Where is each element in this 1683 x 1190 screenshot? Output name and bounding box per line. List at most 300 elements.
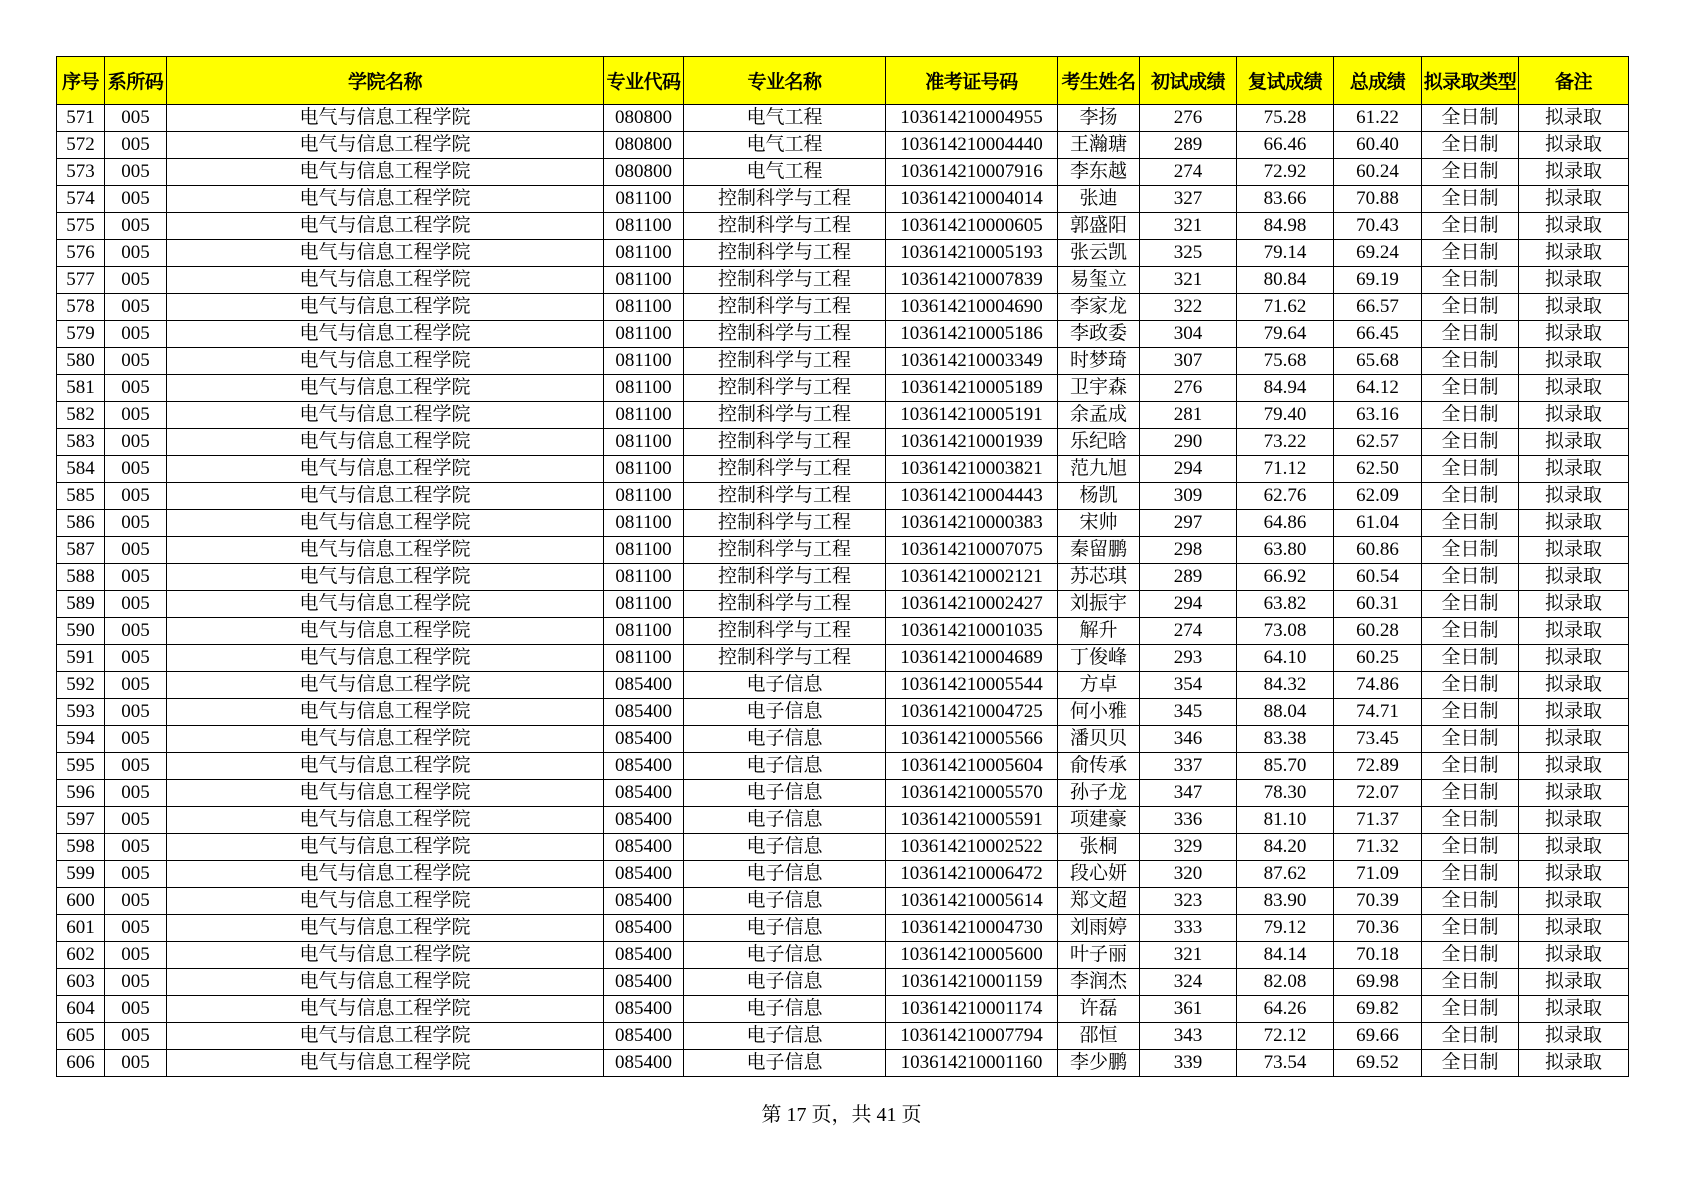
- cell-col-dept-code: 005: [105, 915, 167, 942]
- cell-col-student-name: 刘雨婷: [1058, 915, 1140, 942]
- cell-col-remark: 拟录取: [1519, 375, 1629, 402]
- cell-col-remark: 拟录取: [1519, 618, 1629, 645]
- cell-col-index: 585: [57, 483, 105, 510]
- cell-col-student-name: 李家龙: [1058, 294, 1140, 321]
- cell-col-exam-id: 103614210004014: [886, 186, 1058, 213]
- cell-col-student-name: 苏芯琪: [1058, 564, 1140, 591]
- cell-col-college-name: 电气与信息工程学院: [167, 807, 604, 834]
- header-row: [57, 57, 1629, 105]
- cell-col-college-name: 电气与信息工程学院: [167, 402, 604, 429]
- cell-col-total-score: 70.36: [1334, 915, 1422, 942]
- cell-col-exam-id: 103614210002427: [886, 591, 1058, 618]
- cell-col-admission-type: 全日制: [1422, 1050, 1519, 1077]
- table-row: [57, 672, 1629, 699]
- cell-col-retest-score: 71.62: [1237, 294, 1334, 321]
- cell-col-prelim-score: 309: [1140, 483, 1237, 510]
- cell-col-admission-type: 全日制: [1422, 483, 1519, 510]
- cell-col-prelim-score: 276: [1140, 105, 1237, 132]
- cell-col-retest-score: 84.20: [1237, 834, 1334, 861]
- cell-col-college-name: 电气与信息工程学院: [167, 483, 604, 510]
- cell-col-student-name: 解升: [1058, 618, 1140, 645]
- cell-col-dept-code: 005: [105, 996, 167, 1023]
- cell-col-total-score: 69.98: [1334, 969, 1422, 996]
- cell-col-retest-score: 85.70: [1237, 753, 1334, 780]
- cell-col-index: 579: [57, 321, 105, 348]
- cell-col-major-code: 081100: [604, 429, 684, 456]
- cell-col-major-name: 电子信息: [684, 1023, 886, 1050]
- cell-col-college-name: 电气与信息工程学院: [167, 564, 604, 591]
- cell-col-prelim-score: 320: [1140, 861, 1237, 888]
- cell-col-total-score: 63.16: [1334, 402, 1422, 429]
- cell-col-student-name: 丁俊峰: [1058, 645, 1140, 672]
- cell-col-prelim-score: 274: [1140, 618, 1237, 645]
- cell-col-index: 604: [57, 996, 105, 1023]
- cell-col-prelim-score: 345: [1140, 699, 1237, 726]
- cell-col-total-score: 71.32: [1334, 834, 1422, 861]
- cell-col-exam-id: 103614210004690: [886, 294, 1058, 321]
- cell-col-college-name: 电气与信息工程学院: [167, 294, 604, 321]
- cell-col-student-name: 杨凯: [1058, 483, 1140, 510]
- cell-col-admission-type: 全日制: [1422, 213, 1519, 240]
- cell-col-college-name: 电气与信息工程学院: [167, 132, 604, 159]
- cell-col-college-name: 电气与信息工程学院: [167, 429, 604, 456]
- cell-col-total-score: 60.31: [1334, 591, 1422, 618]
- cell-col-college-name: 电气与信息工程学院: [167, 996, 604, 1023]
- table-row: [57, 213, 1629, 240]
- cell-col-dept-code: 005: [105, 780, 167, 807]
- cell-col-major-code: 081100: [604, 510, 684, 537]
- table-row: [57, 969, 1629, 996]
- cell-col-exam-id: 103614210002522: [886, 834, 1058, 861]
- cell-col-total-score: 60.28: [1334, 618, 1422, 645]
- cell-col-admission-type: 全日制: [1422, 780, 1519, 807]
- cell-col-retest-score: 73.08: [1237, 618, 1334, 645]
- table-row: [57, 483, 1629, 510]
- cell-col-exam-id: 103614210006472: [886, 861, 1058, 888]
- cell-col-student-name: 秦留鹏: [1058, 537, 1140, 564]
- cell-col-college-name: 电气与信息工程学院: [167, 780, 604, 807]
- header-col-major-name: 专业名称: [684, 57, 886, 105]
- cell-col-admission-type: 全日制: [1422, 969, 1519, 996]
- cell-col-admission-type: 全日制: [1422, 861, 1519, 888]
- cell-col-major-name: 控制科学与工程: [684, 645, 886, 672]
- cell-col-index: 584: [57, 456, 105, 483]
- cell-col-college-name: 电气与信息工程学院: [167, 348, 604, 375]
- cell-col-admission-type: 全日制: [1422, 105, 1519, 132]
- cell-col-admission-type: 全日制: [1422, 699, 1519, 726]
- table-row: [57, 1050, 1629, 1077]
- table-row: [57, 375, 1629, 402]
- cell-col-admission-type: 全日制: [1422, 240, 1519, 267]
- cell-col-college-name: 电气与信息工程学院: [167, 1050, 604, 1077]
- cell-col-remark: 拟录取: [1519, 1050, 1629, 1077]
- table-row: [57, 267, 1629, 294]
- cell-col-index: 592: [57, 672, 105, 699]
- cell-col-exam-id: 103614210005604: [886, 753, 1058, 780]
- cell-col-retest-score: 73.22: [1237, 429, 1334, 456]
- cell-col-major-code: 081100: [604, 348, 684, 375]
- cell-col-retest-score: 83.66: [1237, 186, 1334, 213]
- cell-col-index: 598: [57, 834, 105, 861]
- cell-col-retest-score: 63.80: [1237, 537, 1334, 564]
- cell-col-index: 573: [57, 159, 105, 186]
- cell-col-total-score: 62.50: [1334, 456, 1422, 483]
- cell-col-student-name: 李政委: [1058, 321, 1140, 348]
- cell-col-student-name: 邵恒: [1058, 1023, 1140, 1050]
- table-row: [57, 105, 1629, 132]
- cell-col-total-score: 66.45: [1334, 321, 1422, 348]
- cell-col-dept-code: 005: [105, 456, 167, 483]
- cell-col-dept-code: 005: [105, 429, 167, 456]
- cell-col-total-score: 72.07: [1334, 780, 1422, 807]
- cell-col-retest-score: 73.54: [1237, 1050, 1334, 1077]
- cell-col-student-name: 卫宇森: [1058, 375, 1140, 402]
- cell-col-college-name: 电气与信息工程学院: [167, 240, 604, 267]
- cell-col-major-name: 电子信息: [684, 996, 886, 1023]
- cell-col-major-code: 085400: [604, 969, 684, 996]
- cell-col-admission-type: 全日制: [1422, 186, 1519, 213]
- cell-col-major-code: 081100: [604, 375, 684, 402]
- cell-col-dept-code: 005: [105, 186, 167, 213]
- cell-col-total-score: 60.25: [1334, 645, 1422, 672]
- cell-col-index: 576: [57, 240, 105, 267]
- cell-col-index: 594: [57, 726, 105, 753]
- cell-col-total-score: 61.04: [1334, 510, 1422, 537]
- cell-col-major-code: 085400: [604, 807, 684, 834]
- table-row: [57, 132, 1629, 159]
- cell-col-retest-score: 64.26: [1237, 996, 1334, 1023]
- cell-col-major-code: 081100: [604, 186, 684, 213]
- table-row: [57, 753, 1629, 780]
- cell-col-student-name: 余孟成: [1058, 402, 1140, 429]
- cell-col-student-name: 郭盛阳: [1058, 213, 1140, 240]
- cell-col-admission-type: 全日制: [1422, 564, 1519, 591]
- cell-col-student-name: 叶子丽: [1058, 942, 1140, 969]
- cell-col-total-score: 74.86: [1334, 672, 1422, 699]
- cell-col-total-score: 69.66: [1334, 1023, 1422, 1050]
- cell-col-major-code: 085400: [604, 1023, 684, 1050]
- cell-col-index: 577: [57, 267, 105, 294]
- cell-col-student-name: 郑文超: [1058, 888, 1140, 915]
- cell-col-admission-type: 全日制: [1422, 726, 1519, 753]
- cell-col-retest-score: 64.10: [1237, 645, 1334, 672]
- cell-col-admission-type: 全日制: [1422, 1023, 1519, 1050]
- cell-col-major-code: 081100: [604, 645, 684, 672]
- cell-col-college-name: 电气与信息工程学院: [167, 726, 604, 753]
- table-row: [57, 861, 1629, 888]
- cell-col-total-score: 60.40: [1334, 132, 1422, 159]
- cell-col-dept-code: 005: [105, 348, 167, 375]
- cell-col-student-name: 刘振宇: [1058, 591, 1140, 618]
- cell-col-college-name: 电气与信息工程学院: [167, 942, 604, 969]
- cell-col-retest-score: 79.40: [1237, 402, 1334, 429]
- cell-col-dept-code: 005: [105, 321, 167, 348]
- cell-col-major-name: 控制科学与工程: [684, 321, 886, 348]
- cell-col-total-score: 71.37: [1334, 807, 1422, 834]
- cell-col-retest-score: 83.90: [1237, 888, 1334, 915]
- cell-col-admission-type: 全日制: [1422, 888, 1519, 915]
- cell-col-dept-code: 005: [105, 726, 167, 753]
- cell-col-dept-code: 005: [105, 618, 167, 645]
- cell-col-exam-id: 103614210005566: [886, 726, 1058, 753]
- cell-col-exam-id: 103614210007075: [886, 537, 1058, 564]
- cell-col-total-score: 62.57: [1334, 429, 1422, 456]
- cell-col-index: 583: [57, 429, 105, 456]
- cell-col-dept-code: 005: [105, 267, 167, 294]
- cell-col-retest-score: 81.10: [1237, 807, 1334, 834]
- cell-col-admission-type: 全日制: [1422, 132, 1519, 159]
- cell-col-college-name: 电气与信息工程学院: [167, 456, 604, 483]
- cell-col-student-name: 宋帅: [1058, 510, 1140, 537]
- cell-col-exam-id: 103614210004443: [886, 483, 1058, 510]
- cell-col-major-name: 电子信息: [684, 1050, 886, 1077]
- table-row: [57, 294, 1629, 321]
- cell-col-total-score: 73.45: [1334, 726, 1422, 753]
- cell-col-major-name: 电子信息: [684, 699, 886, 726]
- cell-col-remark: 拟录取: [1519, 780, 1629, 807]
- cell-col-exam-id: 103614210007916: [886, 159, 1058, 186]
- cell-col-retest-score: 88.04: [1237, 699, 1334, 726]
- cell-col-retest-score: 79.14: [1237, 240, 1334, 267]
- table-row: [57, 780, 1629, 807]
- cell-col-dept-code: 005: [105, 591, 167, 618]
- header-col-index: 序号: [57, 57, 105, 105]
- cell-col-college-name: 电气与信息工程学院: [167, 159, 604, 186]
- cell-col-remark: 拟录取: [1519, 699, 1629, 726]
- cell-col-total-score: 60.24: [1334, 159, 1422, 186]
- cell-col-prelim-score: 307: [1140, 348, 1237, 375]
- cell-col-student-name: 李少鹏: [1058, 1050, 1140, 1077]
- cell-col-remark: 拟录取: [1519, 942, 1629, 969]
- cell-col-index: 586: [57, 510, 105, 537]
- cell-col-admission-type: 全日制: [1422, 591, 1519, 618]
- header-col-dept-code: 系所码: [105, 57, 167, 105]
- table-row: [57, 834, 1629, 861]
- cell-col-remark: 拟录取: [1519, 537, 1629, 564]
- cell-col-dept-code: 005: [105, 564, 167, 591]
- cell-col-major-code: 081100: [604, 402, 684, 429]
- cell-col-dept-code: 005: [105, 942, 167, 969]
- cell-col-major-name: 控制科学与工程: [684, 294, 886, 321]
- cell-col-remark: 拟录取: [1519, 915, 1629, 942]
- cell-col-major-code: 085400: [604, 672, 684, 699]
- cell-col-major-name: 控制科学与工程: [684, 186, 886, 213]
- cell-col-prelim-score: 327: [1140, 186, 1237, 213]
- cell-col-remark: 拟录取: [1519, 834, 1629, 861]
- cell-col-major-name: 电子信息: [684, 807, 886, 834]
- cell-col-admission-type: 全日制: [1422, 753, 1519, 780]
- cell-col-exam-id: 103614210005189: [886, 375, 1058, 402]
- table-row: [57, 348, 1629, 375]
- cell-col-remark: 拟录取: [1519, 591, 1629, 618]
- cell-col-major-code: 085400: [604, 726, 684, 753]
- cell-col-major-name: 电子信息: [684, 672, 886, 699]
- cell-col-major-code: 085400: [604, 753, 684, 780]
- cell-col-student-name: 易玺立: [1058, 267, 1140, 294]
- cell-col-major-code: 080800: [604, 132, 684, 159]
- cell-col-student-name: 王瀚瑭: [1058, 132, 1140, 159]
- cell-col-prelim-score: 294: [1140, 456, 1237, 483]
- cell-col-exam-id: 103614210001159: [886, 969, 1058, 996]
- cell-col-dept-code: 005: [105, 213, 167, 240]
- cell-col-exam-id: 103614210001174: [886, 996, 1058, 1023]
- header-col-major-code: 专业代码: [604, 57, 684, 105]
- cell-col-major-code: 081100: [604, 564, 684, 591]
- cell-col-index: 572: [57, 132, 105, 159]
- cell-col-retest-score: 83.38: [1237, 726, 1334, 753]
- table-row: [57, 996, 1629, 1023]
- cell-col-total-score: 61.22: [1334, 105, 1422, 132]
- cell-col-admission-type: 全日制: [1422, 672, 1519, 699]
- cell-col-major-code: 085400: [604, 996, 684, 1023]
- cell-col-retest-score: 66.92: [1237, 564, 1334, 591]
- cell-col-prelim-score: 343: [1140, 1023, 1237, 1050]
- cell-col-dept-code: 005: [105, 159, 167, 186]
- cell-col-prelim-score: 321: [1140, 942, 1237, 969]
- cell-col-exam-id: 103614210005186: [886, 321, 1058, 348]
- cell-col-major-name: 电气工程: [684, 132, 886, 159]
- cell-col-dept-code: 005: [105, 375, 167, 402]
- cell-col-major-code: 085400: [604, 861, 684, 888]
- cell-col-remark: 拟录取: [1519, 726, 1629, 753]
- cell-col-index: 589: [57, 591, 105, 618]
- cell-col-student-name: 俞传承: [1058, 753, 1140, 780]
- cell-col-college-name: 电气与信息工程学院: [167, 537, 604, 564]
- cell-col-major-name: 电子信息: [684, 834, 886, 861]
- cell-col-major-name: 电子信息: [684, 942, 886, 969]
- cell-col-total-score: 69.19: [1334, 267, 1422, 294]
- cell-col-total-score: 65.68: [1334, 348, 1422, 375]
- cell-col-student-name: 李润杰: [1058, 969, 1140, 996]
- cell-col-college-name: 电气与信息工程学院: [167, 672, 604, 699]
- cell-col-index: 591: [57, 645, 105, 672]
- cell-col-student-name: 时梦琦: [1058, 348, 1140, 375]
- cell-col-prelim-score: 333: [1140, 915, 1237, 942]
- cell-col-college-name: 电气与信息工程学院: [167, 969, 604, 996]
- cell-col-total-score: 69.82: [1334, 996, 1422, 1023]
- cell-col-college-name: 电气与信息工程学院: [167, 213, 604, 240]
- cell-col-college-name: 电气与信息工程学院: [167, 915, 604, 942]
- header-col-student-name: 考生姓名: [1058, 57, 1140, 105]
- cell-col-admission-type: 全日制: [1422, 456, 1519, 483]
- cell-col-exam-id: 103614210005614: [886, 888, 1058, 915]
- cell-col-exam-id: 103614210004689: [886, 645, 1058, 672]
- cell-col-prelim-score: 289: [1140, 132, 1237, 159]
- cell-col-student-name: 张迪: [1058, 186, 1140, 213]
- cell-col-major-name: 控制科学与工程: [684, 591, 886, 618]
- cell-col-college-name: 电气与信息工程学院: [167, 618, 604, 645]
- cell-col-index: 593: [57, 699, 105, 726]
- cell-col-dept-code: 005: [105, 753, 167, 780]
- cell-col-major-code: 081100: [604, 240, 684, 267]
- cell-col-prelim-score: 361: [1140, 996, 1237, 1023]
- cell-col-major-code: 081100: [604, 483, 684, 510]
- cell-col-total-score: 72.89: [1334, 753, 1422, 780]
- cell-col-index: 587: [57, 537, 105, 564]
- table-row: [57, 942, 1629, 969]
- cell-col-remark: 拟录取: [1519, 402, 1629, 429]
- cell-col-college-name: 电气与信息工程学院: [167, 699, 604, 726]
- cell-col-prelim-score: 289: [1140, 564, 1237, 591]
- cell-col-exam-id: 103614210001035: [886, 618, 1058, 645]
- cell-col-index: 597: [57, 807, 105, 834]
- cell-col-major-code: 085400: [604, 915, 684, 942]
- cell-col-index: 580: [57, 348, 105, 375]
- cell-col-retest-score: 75.28: [1237, 105, 1334, 132]
- cell-col-major-code: 080800: [604, 105, 684, 132]
- cell-col-remark: 拟录取: [1519, 240, 1629, 267]
- header-col-college-name: 学院名称: [167, 57, 604, 105]
- cell-col-index: 599: [57, 861, 105, 888]
- cell-col-major-name: 控制科学与工程: [684, 240, 886, 267]
- table-header: [57, 57, 1629, 105]
- cell-col-prelim-score: 329: [1140, 834, 1237, 861]
- table-row: [57, 699, 1629, 726]
- header-col-retest-score: 复试成绩: [1237, 57, 1334, 105]
- cell-col-college-name: 电气与信息工程学院: [167, 186, 604, 213]
- cell-col-prelim-score: 321: [1140, 267, 1237, 294]
- cell-col-retest-score: 84.32: [1237, 672, 1334, 699]
- cell-col-prelim-score: 321: [1140, 213, 1237, 240]
- cell-col-exam-id: 103614210005544: [886, 672, 1058, 699]
- cell-col-remark: 拟录取: [1519, 996, 1629, 1023]
- cell-col-admission-type: 全日制: [1422, 834, 1519, 861]
- cell-col-admission-type: 全日制: [1422, 942, 1519, 969]
- cell-col-major-name: 电气工程: [684, 105, 886, 132]
- cell-col-major-name: 电子信息: [684, 888, 886, 915]
- cell-col-total-score: 70.39: [1334, 888, 1422, 915]
- cell-col-major-name: 控制科学与工程: [684, 564, 886, 591]
- cell-col-student-name: 项建豪: [1058, 807, 1140, 834]
- cell-col-major-name: 控制科学与工程: [684, 510, 886, 537]
- cell-col-admission-type: 全日制: [1422, 321, 1519, 348]
- cell-col-total-score: 70.43: [1334, 213, 1422, 240]
- cell-col-dept-code: 005: [105, 483, 167, 510]
- cell-col-index: 602: [57, 942, 105, 969]
- cell-col-student-name: 潘贝贝: [1058, 726, 1140, 753]
- cell-col-remark: 拟录取: [1519, 672, 1629, 699]
- cell-col-major-name: 控制科学与工程: [684, 348, 886, 375]
- cell-col-student-name: 段心妍: [1058, 861, 1140, 888]
- cell-col-exam-id: 103614210005591: [886, 807, 1058, 834]
- cell-col-college-name: 电气与信息工程学院: [167, 1023, 604, 1050]
- cell-col-major-name: 电子信息: [684, 915, 886, 942]
- cell-col-index: 575: [57, 213, 105, 240]
- cell-col-index: 596: [57, 780, 105, 807]
- cell-col-remark: 拟录取: [1519, 807, 1629, 834]
- cell-col-prelim-score: 347: [1140, 780, 1237, 807]
- cell-col-student-name: 孙子龙: [1058, 780, 1140, 807]
- cell-col-retest-score: 64.86: [1237, 510, 1334, 537]
- cell-col-total-score: 74.71: [1334, 699, 1422, 726]
- cell-col-college-name: 电气与信息工程学院: [167, 510, 604, 537]
- cell-col-retest-score: 84.94: [1237, 375, 1334, 402]
- cell-col-remark: 拟录取: [1519, 456, 1629, 483]
- cell-col-index: 574: [57, 186, 105, 213]
- cell-col-retest-score: 79.12: [1237, 915, 1334, 942]
- cell-col-total-score: 60.54: [1334, 564, 1422, 591]
- cell-col-college-name: 电气与信息工程学院: [167, 834, 604, 861]
- cell-col-prelim-score: 325: [1140, 240, 1237, 267]
- cell-col-major-code: 081100: [604, 321, 684, 348]
- cell-col-retest-score: 72.12: [1237, 1023, 1334, 1050]
- cell-col-remark: 拟录取: [1519, 1023, 1629, 1050]
- cell-col-student-name: 李扬: [1058, 105, 1140, 132]
- cell-col-exam-id: 103614210000605: [886, 213, 1058, 240]
- cell-col-prelim-score: 276: [1140, 375, 1237, 402]
- cell-col-remark: 拟录取: [1519, 159, 1629, 186]
- cell-col-major-code: 081100: [604, 537, 684, 564]
